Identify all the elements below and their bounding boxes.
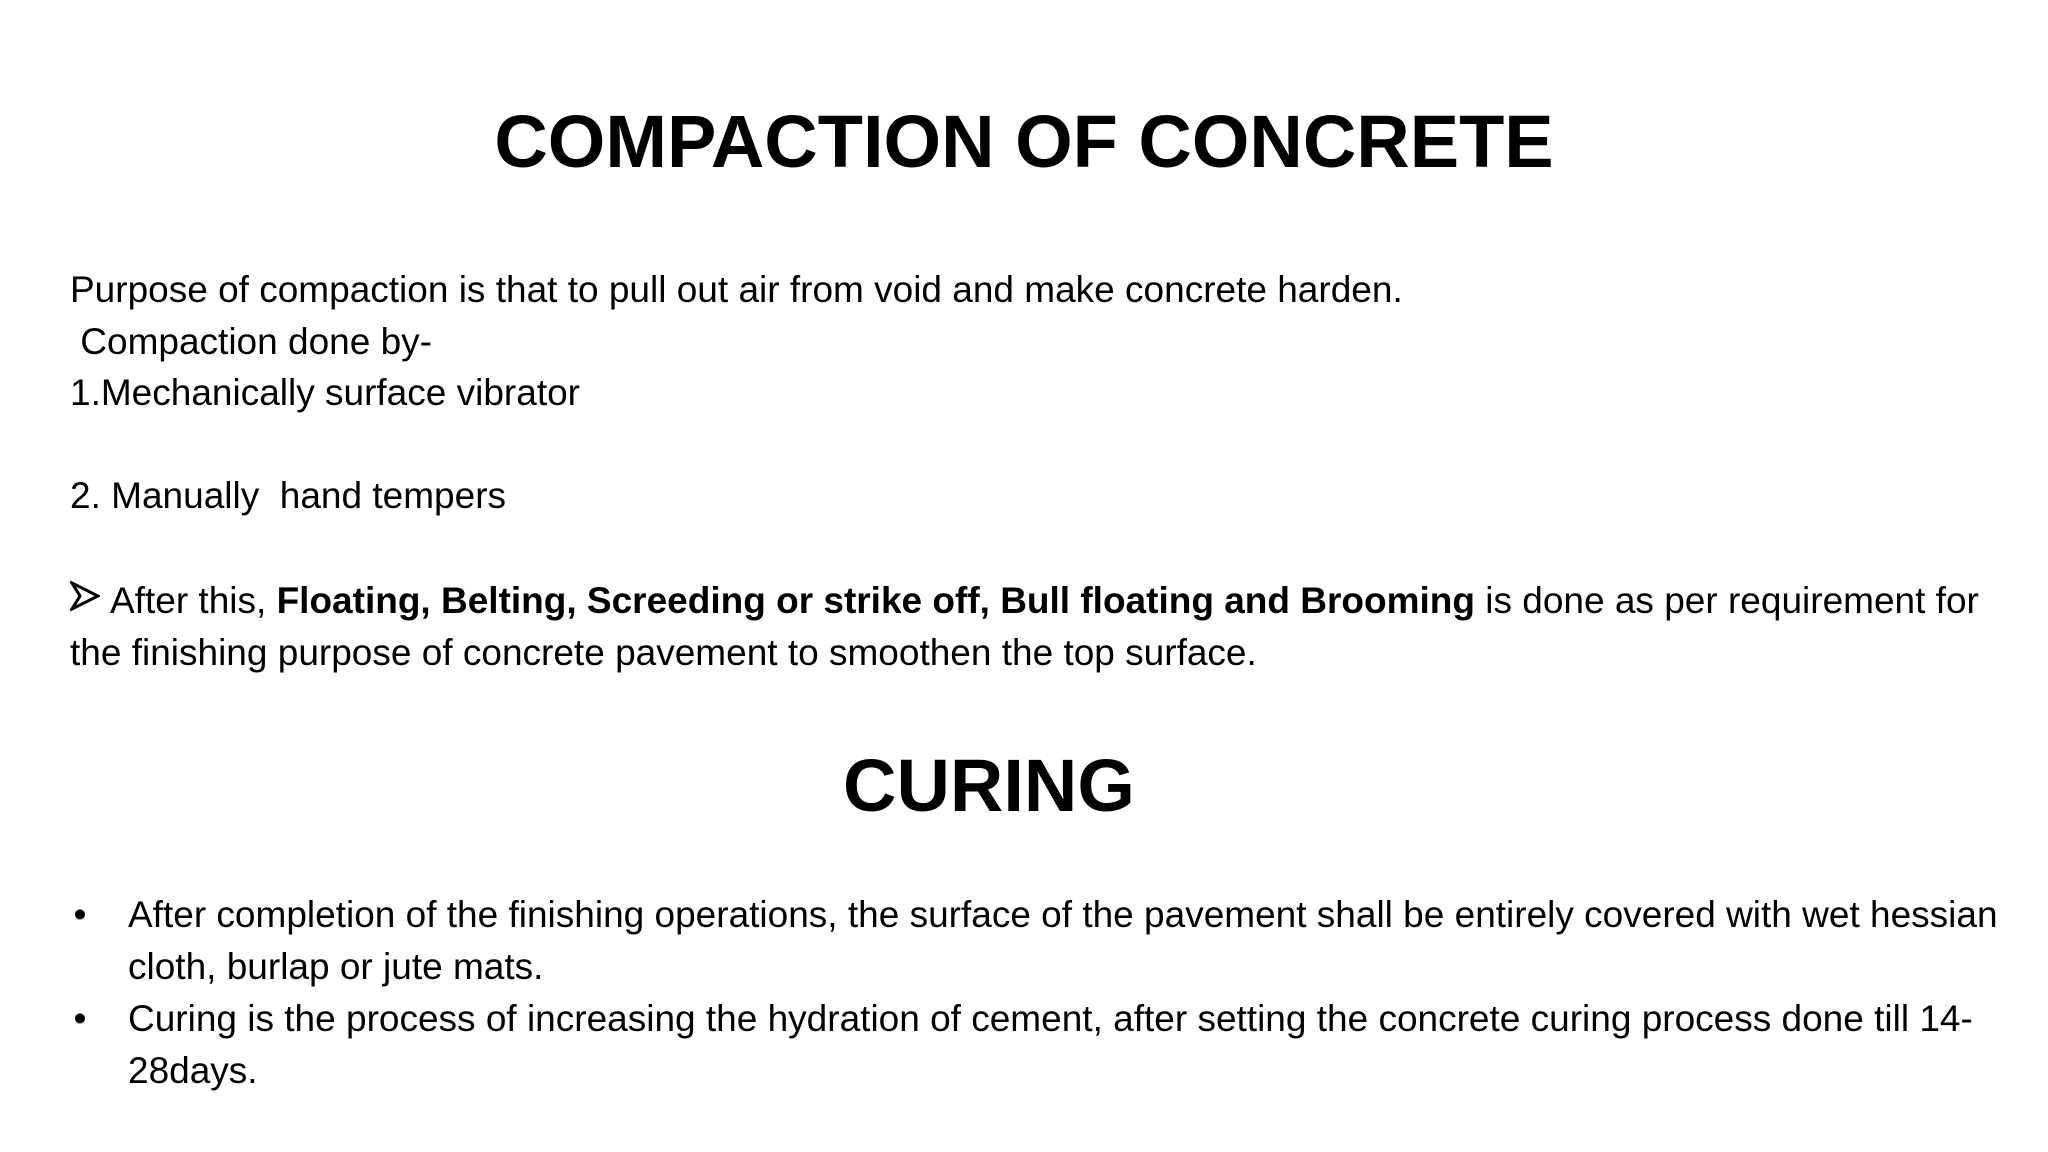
method-mechanical: 1.Mechanically surface vibrator <box>70 372 580 413</box>
list-item <box>70 993 2030 1097</box>
arrow-bullet-icon <box>70 573 100 603</box>
curing-bullet-list <box>70 889 2030 1097</box>
finishing-paragraph <box>70 573 2030 679</box>
bullet-icon: • <box>73 998 87 1039</box>
slide-title: COMPACTION OF CONCRETE <box>494 100 1554 183</box>
curing-point-text: Curing is the process of increasing the hydration of cement, after setting the concrete curing process done till 14-28days. <box>128 998 1973 1091</box>
finishing-prefix: After this, <box>110 580 277 621</box>
bullet-icon: • <box>73 894 87 935</box>
method-manual: 2. Manually hand tempers <box>70 475 507 516</box>
compaction-done-by-text: Compaction done by- <box>70 321 432 362</box>
list-item <box>70 889 2030 993</box>
purpose-text: Purpose of compaction is that to pull out air from void and make concrete harden. <box>70 269 1403 310</box>
finishing-methods-bold: Floating, Belting, Screeding or strike off, Bull floating and Brooming <box>276 580 1475 621</box>
curing-point-text: After completion of the finishing operations, the surface of the pavement shall be entirely covered with wet hessian cloth, burlap or jute mats. <box>128 894 1998 987</box>
finishing-suffix: is done as per requirement for the finishing purpose of concrete pavement to smoothen the top surface. <box>70 580 1979 673</box>
curing-title: CURING <box>843 744 1135 827</box>
